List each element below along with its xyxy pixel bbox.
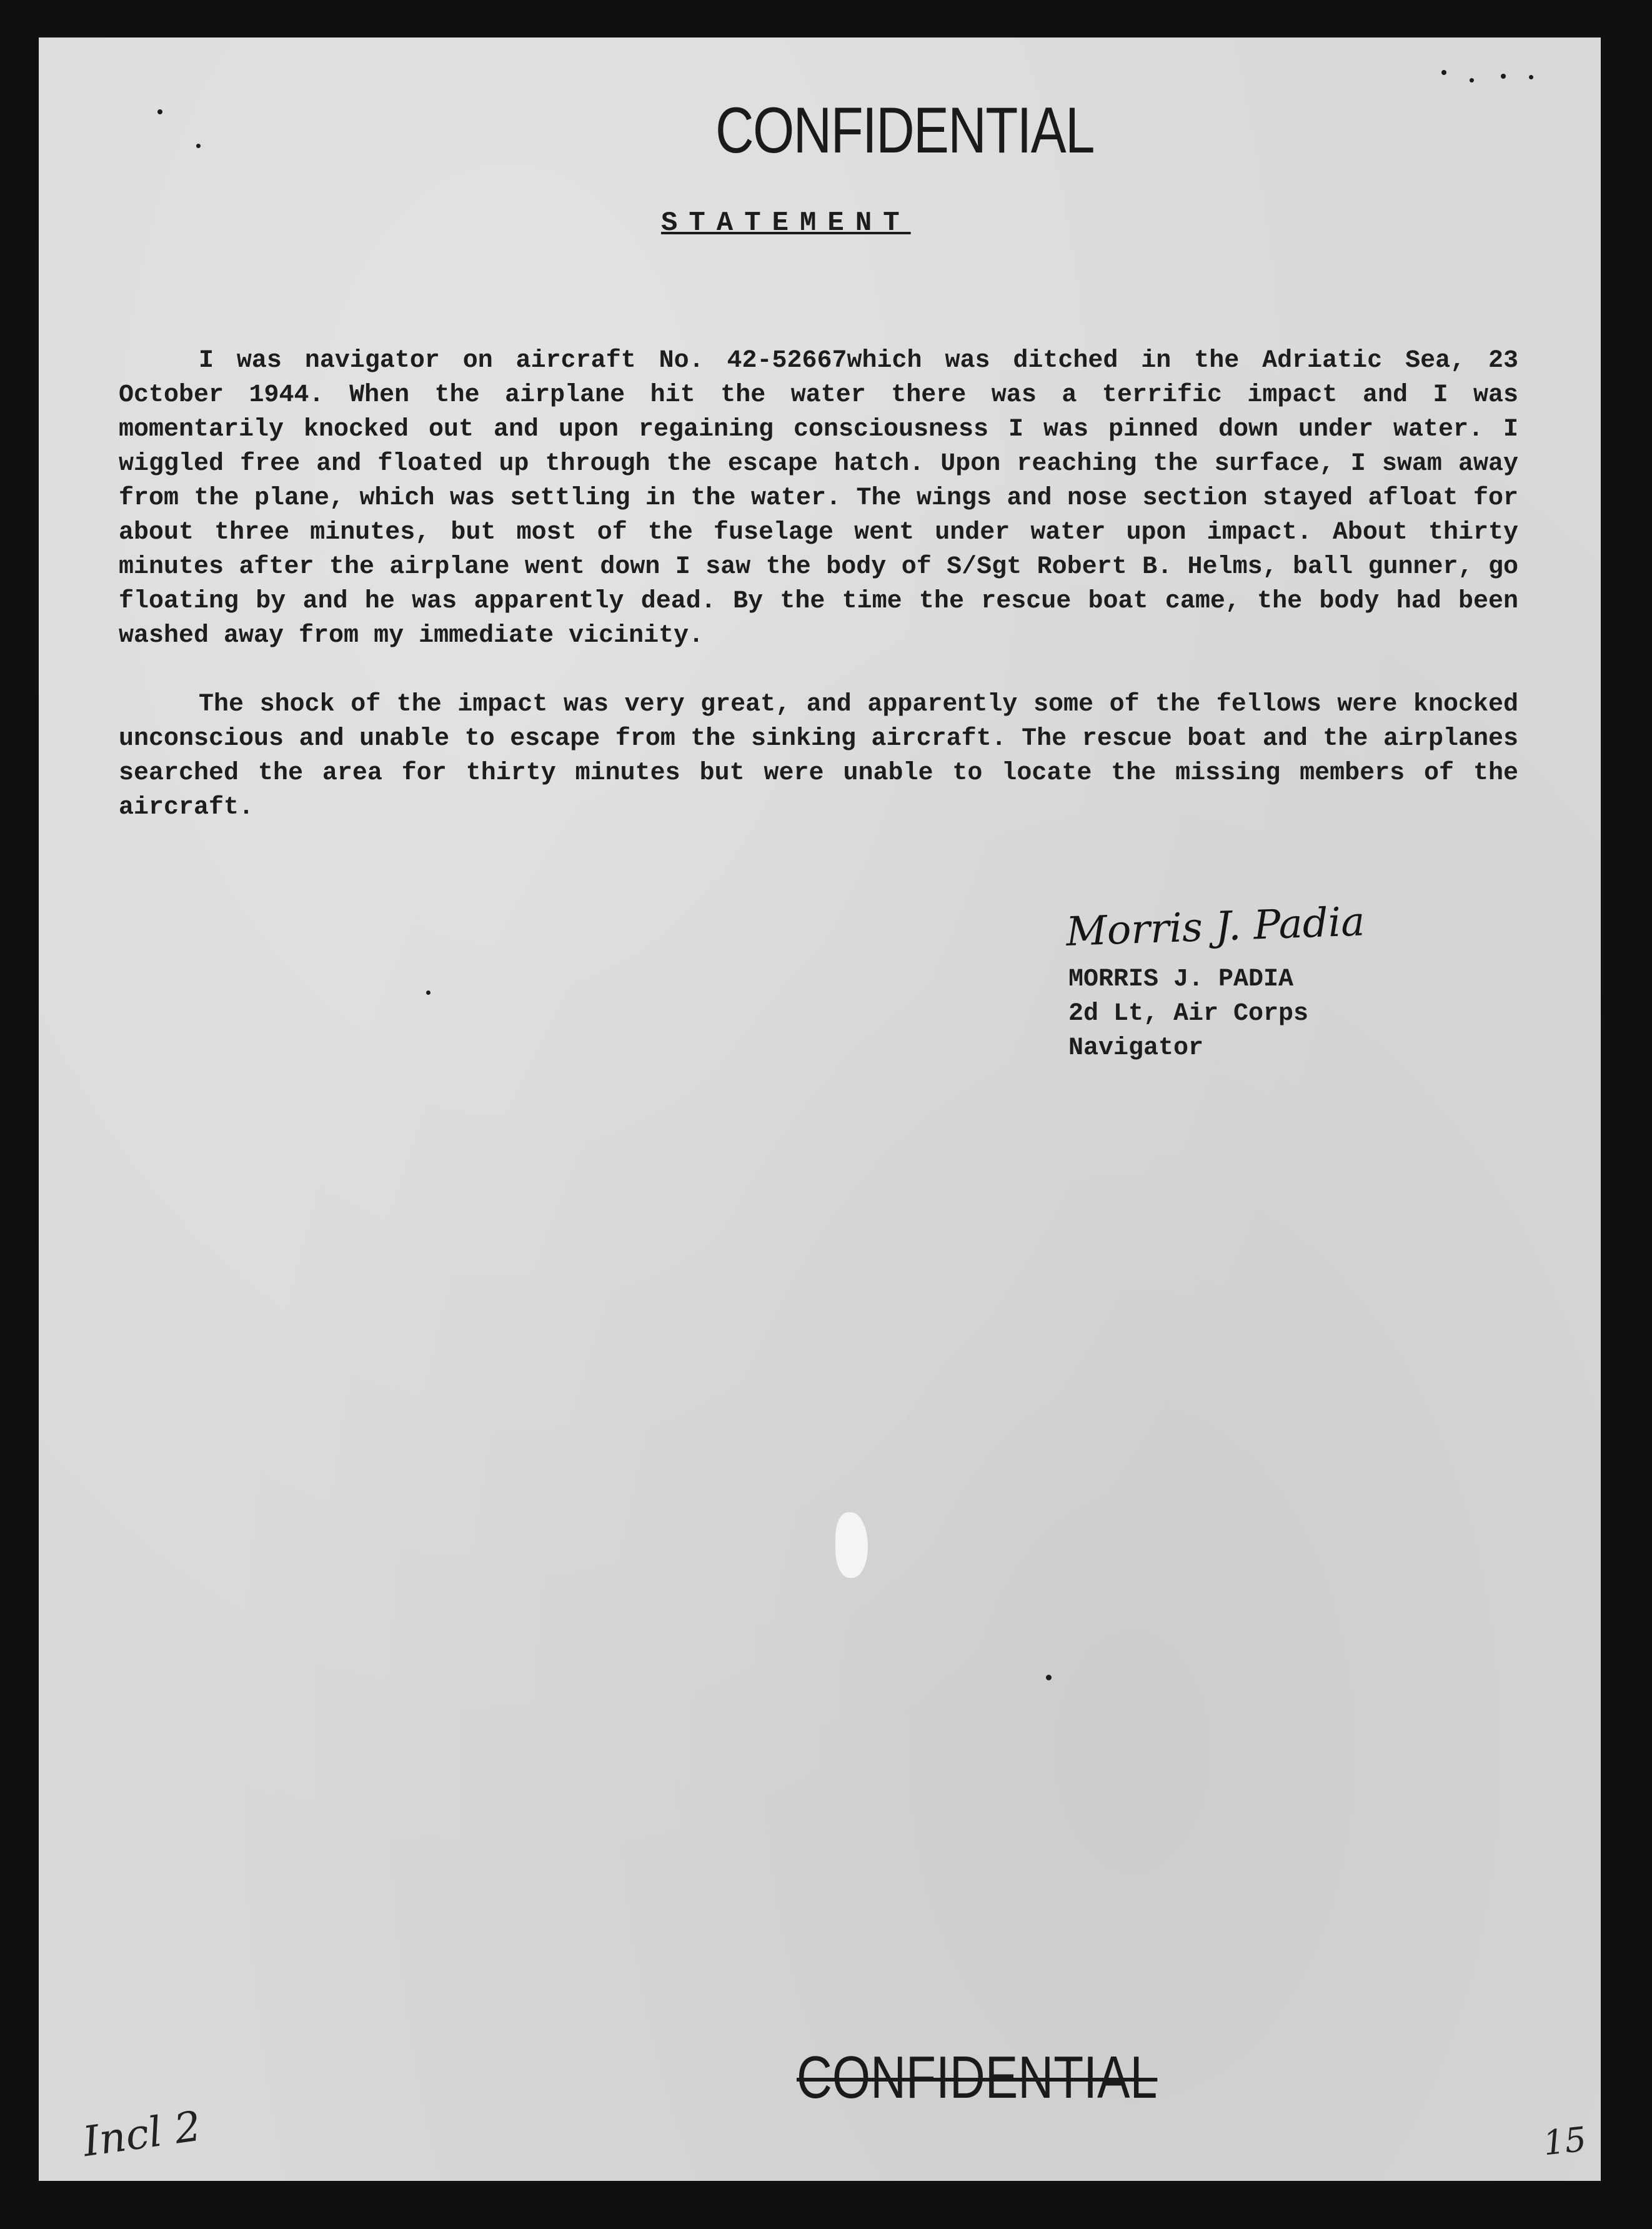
speck — [1046, 1675, 1052, 1680]
speck — [1470, 78, 1474, 82]
paper-blot — [835, 1512, 868, 1578]
handwritten-page-number: 15 — [1541, 2119, 1588, 2163]
signatory-rank: 2d Lt, Air Corps — [1068, 1000, 1309, 1028]
statement-paragraph-2: The shock of the impact was very great, and apparently some of the fellows were knocked unconscious and unable to escape from the sinking aircraft. The rescue boat and the airplanes searched the area for thirty minutes but were unable to locate the missing members of the aircraft. — [119, 691, 1518, 822]
signature-block — [1068, 962, 1308, 1065]
speck — [1501, 74, 1506, 79]
handwritten-signature: Morris J. Padia — [1065, 899, 1366, 955]
statement-heading: STATEMENT — [661, 207, 911, 239]
confidential-stamp-bottom: CONFIDENTIAL — [797, 2044, 1158, 2111]
signatory-role: Navigator — [1068, 1034, 1204, 1062]
speck — [426, 990, 430, 995]
statement-paragraph-1: I was navigator on aircraft No. 42-52667which was ditched in the Adriatic Sea, 23 October 1944. When the airplane hit the water there was a terrific impact and I was momentarily knocked out and upon regaining consciousness I was pinned down under water. I wiggled free and floated up through the escape hatch. Upon reaching the surface, I swam away from the plane, which was settling in the water. The wings and nose section stayed afloat for about three minutes, but most of the fuselage went under water upon impact. About thirty minutes after the airplane went down I saw the body of S/Sgt Robert B. Helms, ball gunner, go floating by and he was apparently dead. By the time the rescue boat came, the body had been washed away from my immediate vicinity. — [119, 347, 1518, 650]
handwritten-enclosure-note: Incl 2 — [80, 2102, 204, 2167]
signatory-name: MORRIS J. PADIA — [1068, 965, 1294, 994]
statement-body — [119, 344, 1518, 825]
speck — [1441, 70, 1446, 75]
speck — [1529, 75, 1533, 79]
speck — [157, 109, 162, 114]
confidential-stamp-top: CONFIDENTIAL — [715, 94, 1094, 167]
speck — [196, 144, 201, 148]
